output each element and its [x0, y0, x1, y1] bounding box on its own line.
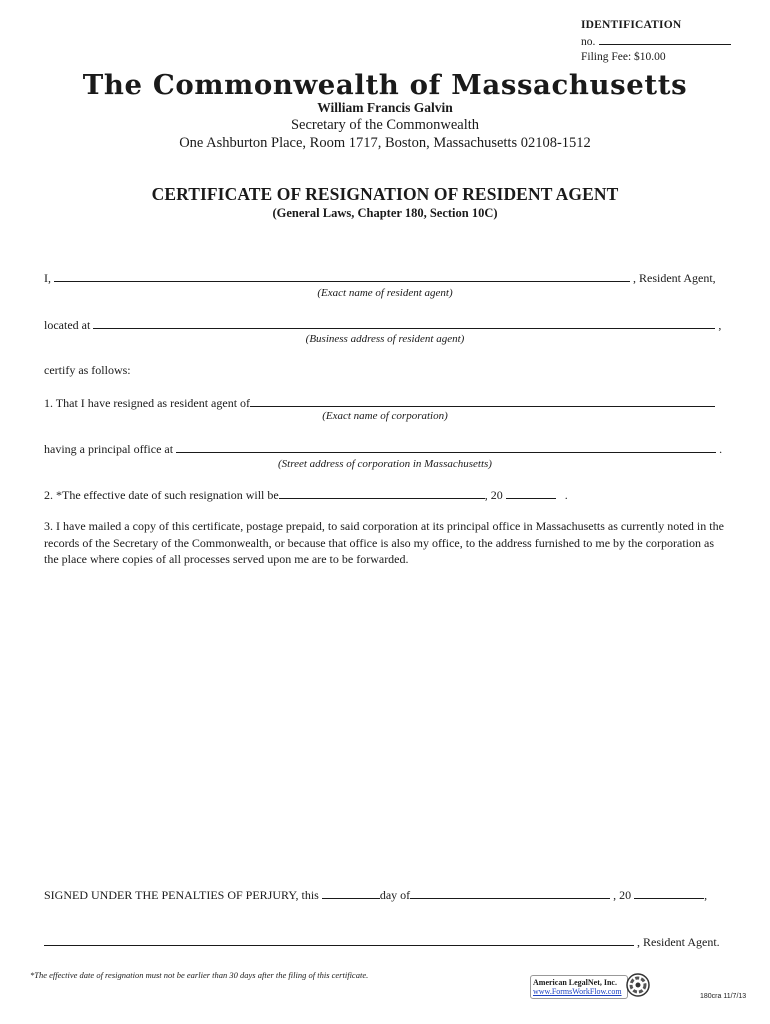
publisher-name: American LegalNet, Inc.	[533, 978, 617, 987]
agent-address-field[interactable]	[93, 317, 715, 329]
perjury-day-field[interactable]	[322, 887, 380, 899]
agent-name-prefix: I,	[44, 271, 51, 285]
perjury-year-suffix: ,	[704, 888, 708, 902]
effective-date-prefix: 2. *The effective date of such resignation will be	[44, 488, 279, 502]
principal-office-caption: (Street address of corporation in Massachusetts)	[278, 458, 492, 470]
publisher-badge	[533, 978, 653, 1000]
agent-address-suffix: ,	[718, 318, 722, 332]
perjury-day-of: day of	[379, 888, 411, 902]
publisher-link[interactable]: www.FormsWorkFlow.com	[533, 987, 622, 996]
certify-text: certify as follows:	[44, 363, 131, 377]
principal-office-row	[44, 441, 722, 456]
effective-date-suffix: .	[564, 488, 568, 502]
publisher-logo-icon	[625, 972, 651, 998]
agent-name-caption: (Exact name of resident agent)	[317, 287, 453, 299]
agent-address-caption: (Business address of resident agent)	[305, 333, 465, 345]
principal-office-field[interactable]	[176, 441, 716, 453]
signature-row	[44, 934, 720, 949]
corporation-caption: (Exact name of corporation)	[322, 410, 448, 422]
identification-number	[581, 33, 731, 50]
form-subtitle: (General Laws, Chapter 180, Section 10C)	[272, 206, 498, 220]
corporation-name-field[interactable]	[250, 395, 715, 407]
agent-name-field[interactable]	[54, 270, 630, 282]
effective-date-year-prefix: , 20	[484, 488, 503, 502]
secretary-name: William Francis Galvin	[317, 100, 453, 115]
form-code: 180cra 11/7/13	[700, 993, 747, 1000]
publisher-badge-border	[530, 975, 628, 999]
signature-field[interactable]	[44, 934, 634, 946]
corporation-prefix: 1. That I have resigned as resident agent of	[44, 396, 251, 410]
agent-name-row	[44, 270, 716, 285]
filing-fee: Filing Fee: $10.00	[581, 51, 666, 63]
perjury-year-field[interactable]	[634, 887, 704, 899]
principal-office-prefix: having a principal office at	[44, 442, 174, 456]
agent-address-prefix: located at	[44, 318, 91, 332]
secretary-title: Secretary of the Commonwealth	[290, 117, 480, 133]
commonwealth-heading: The Commonwealth of Massachusetts	[82, 70, 688, 101]
identification-number-field[interactable]	[599, 33, 731, 45]
signature-suffix: , Resident Agent.	[637, 935, 720, 949]
effective-date-year-field[interactable]	[506, 487, 556, 499]
office-address: One Ashburton Place, Room 1717, Boston, Massachusetts 02108-1512	[179, 135, 591, 151]
corporation-row	[44, 395, 715, 410]
principal-office-suffix: .	[719, 442, 723, 456]
perjury-prefix: SIGNED UNDER THE PENALTIES OF PERJURY, this	[44, 888, 319, 902]
footnote: *The effective date of resignation must not be earlier than 30 days after the filing of this certificate.	[30, 970, 369, 980]
perjury-row	[44, 887, 707, 902]
effective-date-field[interactable]	[279, 487, 485, 499]
paragraph-3: 3. I have mailed a copy of this certificate, postage prepaid, to said corporation at its principal office in Massachusetts as currently noted in the records of the Secretary of the Commonwealth, or because that office is also my office, to the address furnished to me by the corporation as the place where copies of all processes served upon me are to be forwarded.	[44, 519, 724, 566]
identification-title: IDENTIFICATION	[581, 19, 682, 31]
effective-date-row	[44, 487, 568, 502]
agent-name-suffix: , Resident Agent,	[633, 271, 716, 285]
perjury-month-field[interactable]	[410, 887, 610, 899]
perjury-year-prefix: , 20	[613, 888, 632, 902]
agent-address-row	[44, 317, 721, 332]
identification-block	[581, 18, 731, 65]
form-title: CERTIFICATE OF RESIGNATION OF RESIDENT AGENT	[151, 184, 619, 204]
identification-no-label: no.	[581, 36, 596, 48]
